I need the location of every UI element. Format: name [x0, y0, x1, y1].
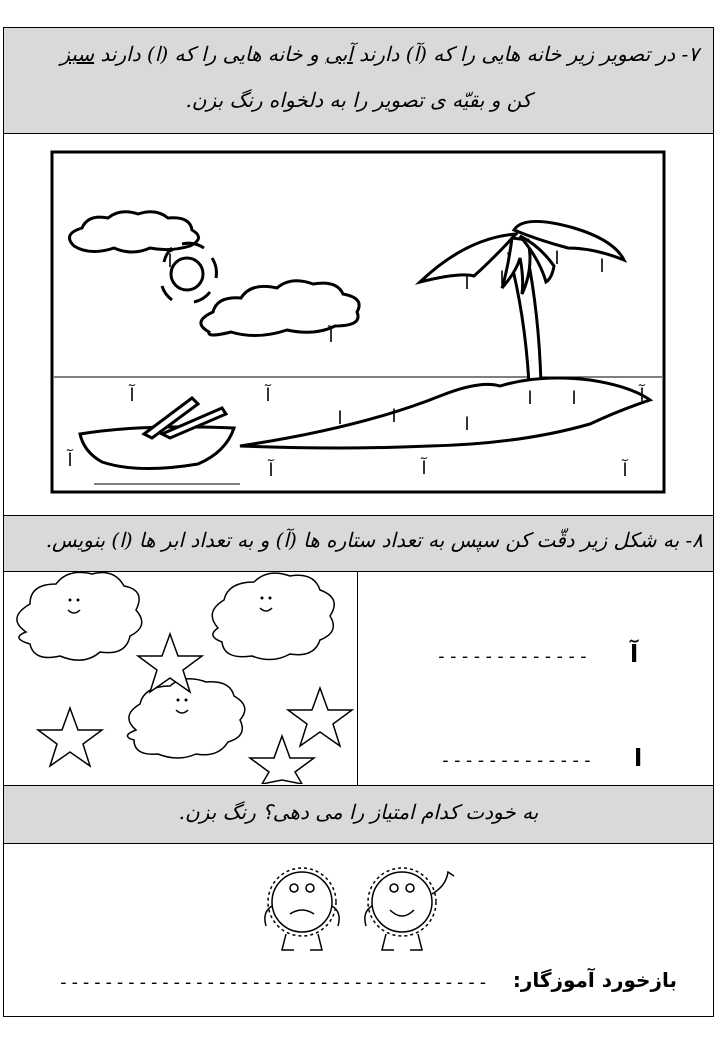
letter-a-sea5: آ — [268, 460, 274, 481]
q7-text-b: و خانه هایی را که (ا) دارند — [100, 42, 319, 66]
q7-green-word: سبز — [60, 42, 95, 66]
letter-alef-island5: ا — [527, 388, 533, 409]
sad-face-icon[interactable] — [265, 868, 339, 950]
question-8-header — [4, 516, 713, 572]
stars-clouds-picture — [4, 572, 356, 784]
question-8-text: ۸- به شکل زیر دقّت کن سپس به تعداد ستاره ها (آ) و به تعداد ابر ها (ا) بنویس. — [45, 528, 703, 552]
letter-alef-island3: ا — [464, 414, 470, 435]
score-faces — [242, 846, 482, 956]
worksheet-frame — [3, 27, 714, 1017]
stars-count-label: آ — [630, 640, 639, 668]
teacher-feedback-label: بازخورد آموزگار: — [512, 968, 677, 992]
letter-a-sea1: آ — [129, 385, 135, 406]
cloud-1 — [17, 572, 142, 660]
question-7-line-1 — [18, 42, 699, 66]
letter-a-sea4: آ — [67, 450, 73, 471]
feedback-row — [4, 844, 713, 1016]
letter-a-sea6: آ — [421, 458, 427, 479]
coloring-picture-row — [4, 134, 713, 516]
letter-a-sea7: آ — [622, 460, 628, 481]
column-divider — [357, 572, 358, 785]
letter-alef-island4: ا — [571, 388, 577, 409]
happy-face-icon[interactable] — [365, 868, 454, 950]
letter-a-cloud1: آ — [167, 251, 173, 272]
teacher-feedback-blank[interactable]: -------------------------------------- — [58, 972, 489, 993]
cloud-2 — [212, 573, 334, 659]
letter-alef-palm2: ا — [499, 268, 505, 289]
letter-alef-palm4: ا — [599, 256, 605, 277]
star-2 — [38, 708, 102, 766]
cloud-3 — [127, 679, 244, 758]
q7-text-a: ۷- در تصویر زیر خانه هایی را که (آ) دارند — [359, 42, 699, 66]
letter-a-sea3: آ — [639, 385, 645, 406]
self-score-text: به خودت کدام امتیاز را می دهی؟ رنگ بزن. — [178, 800, 539, 824]
q7-blue-word: آبی — [325, 42, 353, 66]
letter-alef-palm1: ا — [464, 273, 470, 294]
stars-count-blank[interactable]: ------------- — [436, 646, 590, 667]
letter-a-sea2: آ — [265, 385, 271, 406]
clouds-count-label: ا — [634, 744, 643, 772]
letter-alef-island1: ا — [337, 408, 343, 429]
question-7-header — [4, 28, 713, 134]
letter-alef-palm3: ا — [554, 248, 560, 269]
letter-alef-island2: ا — [391, 406, 397, 427]
star-3 — [288, 688, 352, 746]
clouds-count-blank[interactable]: ------------- — [440, 750, 594, 771]
question-7-line-2: کن و بقیّه ی تصویر را به دلخواه رنگ بزن. — [185, 88, 532, 112]
self-score-header — [4, 786, 713, 844]
counting-row — [4, 572, 713, 786]
letter-a-cloud2: آ — [328, 326, 334, 347]
coloring-picture[interactable] — [4, 134, 712, 514]
